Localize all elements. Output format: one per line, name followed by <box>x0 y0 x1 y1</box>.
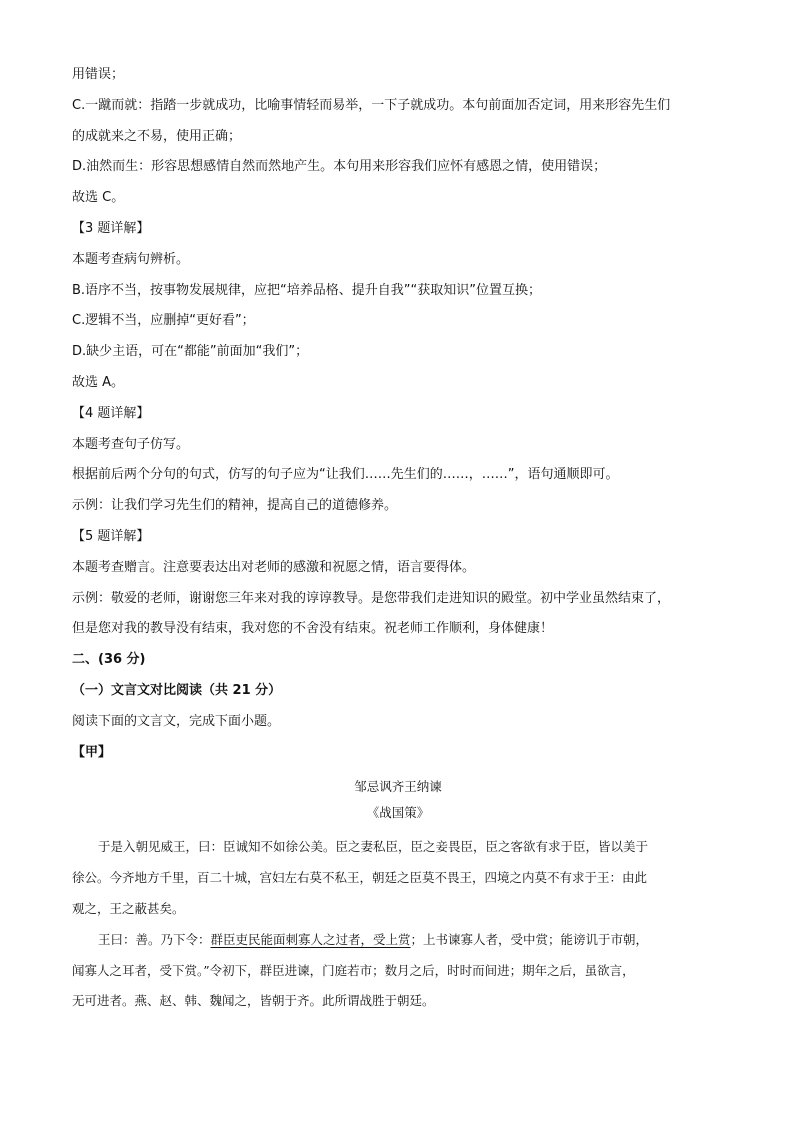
text-line: D.油然而生：形容思想感情自然而然地产生。本句用来形容我们应怀有感恩之情，使用错误； <box>72 159 607 175</box>
passage-title: 邹忌讽齐王纳谏 <box>354 779 442 795</box>
part-heading: 二、(36 分) <box>72 652 146 668</box>
passage-line: 闻寡人之耳者，受下赏。”令初下，群臣进谏，门庭若市；数月之后，时时而间进；期年之后，虽欲言， <box>72 962 635 978</box>
text-line: 示例：敬爱的老师，谢谢您三年来对我的谆谆教导。是您带我们走进知识的殿堂。初中学业虽然结束了， <box>72 590 671 606</box>
text-line: 示例：让我们学习先生们的精神，提高自己的道德修养。 <box>72 498 398 514</box>
passage-line: 观之，王之蔽甚矣。 <box>72 900 185 916</box>
passage-line <box>72 925 724 956</box>
passage-line: 无可进者。燕、赵、韩、魏闻之，皆朝于齐。此所谓战胜于朝廷。 <box>72 993 435 1009</box>
instruction-line: 阅读下面的文言文，完成下面小题。 <box>72 713 281 729</box>
text-line: B.语序不当，按事物发展规律，应把“培养品格、提升自我”“获取知识”位置互换； <box>72 282 541 298</box>
passage-label: 【甲】 <box>72 744 112 760</box>
section-heading: 【5 题详解】 <box>72 528 150 544</box>
text-line: 根据前后两个分句的句式，仿写的句子应为“让我们……先生们的……，……”，语句通顺即可。 <box>72 467 619 483</box>
text-line: 用错误； <box>72 67 125 82</box>
text-line: D.缺少主语，可在“都能”前面加“我们”； <box>72 344 309 360</box>
text-line: 本题考查病句辨析。 <box>72 251 190 267</box>
document-page <box>72 60 724 1017</box>
text-line: 但是您对我的教导没有结束，我对您的不舍没有结束。祝老师工作顺利，身体健康！ <box>72 621 554 637</box>
text-line: 本题考查赠言。注意要表达出对老师的感激和祝愿之情，语言要得体。 <box>72 559 476 575</box>
text-line: 本题考查句子仿写。 <box>72 436 190 452</box>
passage-line: 于是入朝见威王，曰：臣诚知不如徐公美。臣之妻私臣，臣之妾畏臣，臣之客欲有求于臣，皆以美于 <box>98 839 649 855</box>
passage-text: 王曰：善。乃下令： <box>98 931 211 947</box>
subsection-heading: （一）文言文对比阅读（共 21 分） <box>72 682 282 698</box>
text-line: C.逻辑不当，应删掉“更好看”； <box>72 313 255 329</box>
text-line: 故选 A。 <box>72 374 125 390</box>
text-line: 的成就来之不易，使用正确； <box>72 128 242 144</box>
passage-text: ；上书谏寡人者，受中赏；能谤讥于市朝， <box>410 931 649 947</box>
section-heading: 【4 题详解】 <box>72 405 150 421</box>
text-line: 故选 C。 <box>72 190 125 206</box>
section-heading: 【3 题详解】 <box>72 220 150 236</box>
text-line: C.一蹴而就：指踏一步就成功，比喻事情轻而易举，一下子就成功。本句前面加否定词，用来形容先生们 <box>72 97 671 113</box>
underlined-sentence: 群臣吏民能面刺寡人之过者，受上赏 <box>210 931 411 947</box>
passage-line: 徐公。今齐地方千里，百二十城，宫妇左右莫不私王，朝廷之臣莫不畏王，四境之内莫不有求于王：由此 <box>72 870 648 886</box>
passage-source: 《战国策》 <box>366 805 430 821</box>
